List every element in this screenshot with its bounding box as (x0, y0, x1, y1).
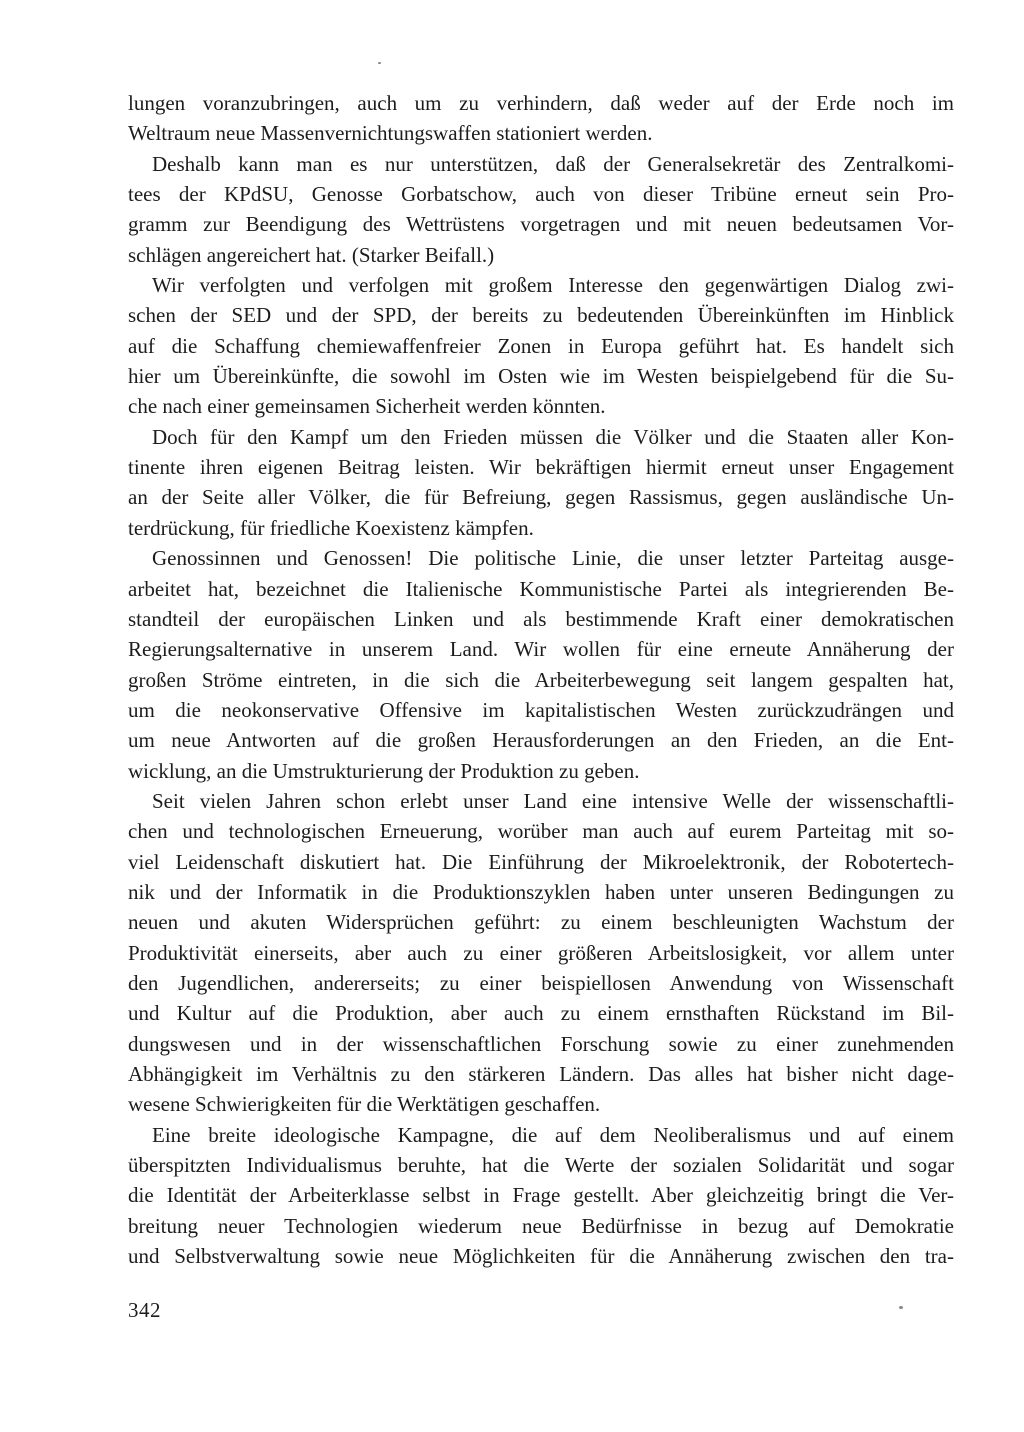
scan-speck (899, 1306, 903, 1309)
text-line: nik und der Informatik in die Produktionszyklen haben unter unseren Bedingungen zu (128, 879, 954, 904)
text-line: chen und technologischen Erneuerung, worüber man auch auf eurem Parteitag mit so- (128, 819, 954, 844)
page-number: 342 (128, 1298, 161, 1322)
paragraph-5 (128, 543, 954, 786)
text-line: standteil der europäischen Linken und als bestimmende Kraft einer demokratischen (128, 606, 954, 631)
text-line: gramm zur Beendigung des Wettrüstens vorgetragen und mit neuen bedeutsamen Vor- (128, 212, 954, 237)
text-line: Doch für den Kampf um den Frieden müssen die Völker und die Staaten aller Kon- (152, 424, 954, 449)
text-line: terdrückung, für friedliche Koexistenz kämpfen. (128, 515, 534, 540)
text-line: und Selbstverwaltung sowie neue Möglichkeiten für die Annäherung zwischen den tra- (128, 1244, 954, 1269)
text-line: wesene Schwierigkeiten für die Werktätigen geschaffen. (128, 1092, 601, 1117)
text-line: tees der KPdSU, Genosse Gorbatschow, auch von dieser Tribüne erneut sein Pro- (128, 182, 954, 207)
text-line: Regierungsalternative in unserem Land. Wir wollen für eine erneute Annäherung der (128, 637, 954, 662)
text-line: um neue Antworten auf die großen Herausforderungen an den Frieden, an die Ent- (128, 728, 954, 753)
paragraph-2 (128, 149, 954, 270)
scan-speck (378, 62, 381, 64)
text-line: viel Leidenschaft diskutiert hat. Die Einführung der Mikroelektronik, der Robotertech- (128, 849, 954, 874)
text-line: Abhängigkeit im Verhältnis zu den stärkeren Ländern. Das alles hat bisher nicht dage- (128, 1062, 954, 1086)
paragraph-1 (128, 88, 954, 149)
text-line: an der Seite aller Völker, die für Befreiung, gegen Rassismus, gegen ausländische Un- (128, 485, 954, 510)
text-line: die Identität der Arbeiterklasse selbst in Frage gestellt. Aber gleichzeitig bringt die Ver- (128, 1183, 954, 1208)
paragraph-6 (128, 786, 954, 1120)
text-line: breitung neuer Technologien wiederum neue Bedürfnisse in bezug auf Demokratie (128, 1213, 954, 1238)
text-line: Genossinnen und Genossen! Die politische Linie, die unser letzter Parteitag ausge- (152, 546, 954, 571)
text-line: neuen und akuten Widersprüchen geführt: zu einem beschleunigten Wachstum der (128, 910, 954, 935)
paragraph-7 (128, 1120, 954, 1272)
text-line: den Jugendlichen, andererseits; zu einer beispiellosen Anwendung von Wissenschaft (128, 970, 954, 995)
text-line: schen der SED und der SPD, der bereits zu bedeutenden Übereinkünften im Hinblick (128, 303, 954, 328)
text-line: arbeitet hat, bezeichnet die Italienische Kommunistische Partei als integrierenden Be- (128, 576, 954, 601)
text-line: schlägen angereichert hat. (Starker Beifall.) (128, 242, 495, 267)
text-line: großen Ströme eintreten, in die sich die Arbeiterbewegung seit langem gespalten hat, (128, 667, 954, 692)
text-line: Eine breite ideologische Kampagne, die auf dem Neoliberalismus und auf einem (152, 1122, 954, 1147)
paragraph-3 (128, 270, 954, 422)
text-line: che nach einer gemeinsamen Sicherheit werden könnten. (128, 394, 606, 419)
text-line: um die neokonservative Offensive im kapitalistischen Westen zurückzudrängen und (128, 697, 954, 722)
text-line: wicklung, an die Umstrukturierung der Produktion zu geben. (128, 758, 640, 783)
text-line: auf die Schaffung chemiewaffenfreier Zonen in Europa geführt hat. Es handelt sich (128, 333, 954, 358)
text-line: Wir verfolgten und verfolgen mit großem Interesse den gegenwärtigen Dialog zwi- (152, 273, 954, 298)
text-line: Weltraum neue Massenvernichtungswaffen stationiert werden. (128, 121, 653, 146)
text-line: überspitzten Individualismus beruhte, hat die Werte der sozialen Solidarität und sogar (128, 1153, 954, 1178)
text-line: Produktivität einerseits, aber auch zu einer größeren Arbeitslosigkeit, vor allem unter (128, 940, 954, 965)
text-line: dungswesen und in der wissenschaftlichen Forschung sowie zu einer zunehmenden (128, 1031, 954, 1056)
text-line: tinente ihren eigenen Beitrag leisten. Wir bekräftigen hiermit erneut unser Engagement (128, 455, 954, 480)
body-text (128, 88, 954, 1271)
text-line: hier um Übereinkünfte, die sowohl im Osten wie im Westen beispielgebend für die Su- (128, 364, 954, 389)
paragraph-4 (128, 422, 954, 543)
text-line: Seit vielen Jahren schon erlebt unser Land eine intensive Welle der wissenschaftli- (152, 788, 954, 813)
text-line: lungen voranzubringen, auch um zu verhindern, daß weder auf der Erde noch im (128, 91, 954, 115)
text-line: Deshalb kann man es nur unterstützen, daß der Generalsekretär des Zentralkomi- (152, 151, 954, 176)
text-line: und Kultur auf die Produktion, aber auch zu einem ernsthaften Rückstand im Bil- (128, 1001, 954, 1026)
